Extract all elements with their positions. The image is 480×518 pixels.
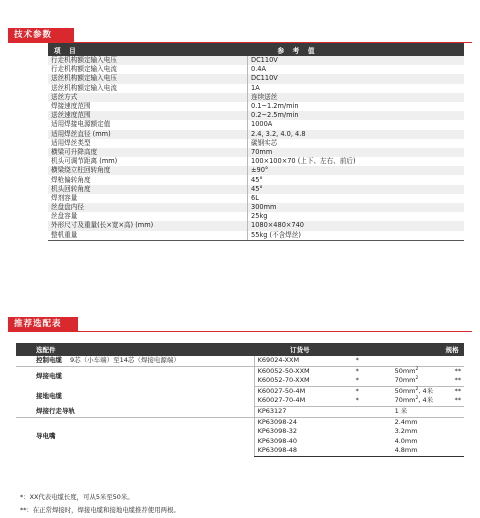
spec-item: 横梁绕立柱回转角度 — [48, 166, 248, 175]
spec-value: DC110V — [248, 56, 465, 65]
asterisk-mark: * — [354, 356, 394, 366]
spec-item: 整机重量 — [48, 231, 248, 241]
spec-value: 1 米 — [394, 406, 455, 417]
order-code: K60052-50-XXM — [254, 366, 354, 376]
table-row — [48, 157, 464, 166]
spec-header-item: 项 目 — [48, 43, 248, 56]
order-code: KP63127 — [254, 406, 354, 417]
options-table-header — [16, 343, 464, 356]
table-row — [16, 386, 464, 396]
table-row — [16, 356, 464, 366]
spec-item: 送丝速度范围 — [48, 111, 248, 120]
spec-value: 连续送丝 — [248, 93, 465, 102]
spec-value: 2.4mm — [394, 417, 418, 426]
spec-value: 0.1~1.2m/min — [248, 102, 465, 111]
spec-value: 3.2mm — [394, 427, 418, 436]
spec-item: 适用焊丝类型 — [48, 139, 248, 148]
spec-value: 300mm — [248, 203, 465, 212]
asterisk-mark: * — [355, 366, 359, 375]
spec-value: 0.4A — [248, 65, 465, 74]
spec-item: 外形尺寸及重量(长×宽×高) (mm) — [48, 221, 248, 230]
spec-value: 0.2~2.5m/min — [248, 111, 465, 120]
spec-item: 行走机构额定输入电流 — [48, 65, 248, 74]
table-row — [48, 130, 464, 139]
options-table — [16, 343, 464, 457]
table-row — [48, 139, 464, 148]
spec-item: 丝盘容量 — [48, 212, 248, 221]
table-row — [48, 102, 464, 111]
order-code: KP63098-48 — [254, 446, 354, 456]
spec-value: 55kg (不含焊丝) — [248, 231, 465, 241]
table-row — [48, 84, 464, 93]
asterisk-mark: * — [354, 376, 394, 386]
spec-value: 碳钢实芯 — [248, 139, 465, 148]
spec-value: $50mm^2$ — [394, 366, 419, 375]
spec-value: 4.0mm — [394, 436, 418, 445]
spec-item: 丝盘盘内径 — [48, 203, 248, 212]
option-name: 接地电缆 — [36, 391, 62, 400]
section-header-options — [8, 317, 472, 332]
spec-item: 焊剂容量 — [48, 194, 248, 203]
spec-value: 1000A — [248, 120, 465, 129]
spec-value: 25kg — [248, 212, 465, 221]
option-name: 焊接电缆 — [36, 371, 62, 380]
table-row — [48, 175, 464, 184]
spec-value: 1A — [248, 84, 465, 93]
option-note: 9芯（小车端）至14芯（焊接电源端） — [70, 356, 180, 365]
table-row — [48, 194, 464, 203]
spec-value: 6L — [248, 194, 465, 203]
spec-value: 2.4, 3.2, 4.0, 4.8 — [248, 130, 465, 139]
spec-value: DC110V — [248, 74, 465, 83]
option-name: 导电嘴 — [36, 432, 56, 441]
order-code: K60027-50-4M — [254, 386, 354, 396]
double-asterisk-mark: ** — [454, 366, 462, 375]
spec-value: ±90° — [248, 166, 465, 175]
spec-item: 焊枪偏转角度 — [48, 175, 248, 184]
options-header-part: 选配件 — [16, 343, 254, 356]
spec-item: 适用焊接电源额定值 — [48, 120, 248, 129]
options-header-code: 订货号 — [254, 343, 394, 356]
spec-value: 4.8mm — [394, 446, 455, 456]
table-row — [48, 212, 464, 221]
spec-item: 横梁可升降高度 — [48, 148, 248, 157]
table-row — [48, 148, 464, 157]
order-code: K60027-70-4M — [254, 396, 354, 406]
order-code: K69024-XXM — [254, 356, 354, 366]
spec-value: 1080×480×740 — [248, 221, 465, 230]
section-title: 推荐选配表 — [8, 317, 78, 331]
table-row — [48, 231, 464, 241]
double-asterisk-mark: ** — [454, 386, 462, 395]
footnote: **：在正常焊接时，焊接电缆和接地电缆推荐使用两根。 — [20, 506, 180, 514]
spec-header-value: 参 考 值 — [248, 43, 465, 56]
option-name: 焊接行走导轨 — [16, 406, 254, 417]
table-row — [48, 120, 464, 129]
spec-value: $70mm^2$ — [394, 376, 455, 386]
spec-item: 送丝方式 — [48, 93, 248, 102]
table-row — [48, 111, 464, 120]
table-row — [48, 185, 464, 194]
order-code: KP63098-32 — [254, 427, 354, 437]
spec-item: 机头可调节距离 (mm) — [48, 157, 248, 166]
spec-value: $70mm^2$, 4米 — [394, 396, 455, 406]
table-row — [48, 74, 464, 83]
spec-item: 机头回转角度 — [48, 185, 248, 194]
spec-value: 100×100×70 (上下、左右、前后) — [248, 157, 465, 166]
spec-value: $50mm^2$, 4米 — [394, 386, 434, 395]
spec-item: 焊接速度范围 — [48, 102, 248, 111]
table-row — [48, 166, 464, 175]
spec-value: 45° — [248, 185, 465, 194]
spec-value: 70mm — [248, 148, 465, 157]
spec-value: 45° — [248, 175, 465, 184]
option-name: 控制电缆 9芯（小车端）至14芯（焊接电源端） — [16, 356, 254, 366]
table-row — [48, 56, 464, 65]
table-row — [48, 221, 464, 230]
spec-item: 行走机构额定输入电压 — [48, 56, 248, 65]
table-row — [48, 93, 464, 102]
section-title: 技术参数 — [8, 28, 74, 42]
spec-item: 送丝机构额定输入电压 — [48, 74, 248, 83]
footnote: *：XX代表电缆长度，可从5米至50米。 — [20, 493, 134, 501]
spec-table — [48, 43, 464, 241]
asterisk-mark: * — [354, 396, 394, 406]
options-header-spec: 规格 — [394, 343, 464, 356]
table-row — [16, 417, 464, 427]
spec-item: 送丝机构额定输入电流 — [48, 84, 248, 93]
order-code: KP63098-40 — [254, 437, 354, 447]
spec-item: 适用焊丝直径 (mm) — [48, 130, 248, 139]
order-code: KP63098-24 — [254, 417, 354, 427]
table-row — [48, 203, 464, 212]
section-header-specs — [8, 28, 472, 43]
order-code: K60052-70-XXM — [254, 376, 354, 386]
table-row — [16, 366, 464, 376]
asterisk-mark: * — [355, 386, 359, 395]
double-asterisk-mark: ** — [455, 396, 464, 406]
spec-table-header — [48, 43, 464, 56]
table-row — [16, 406, 464, 417]
double-asterisk-mark: ** — [455, 376, 464, 386]
table-row — [48, 65, 464, 74]
